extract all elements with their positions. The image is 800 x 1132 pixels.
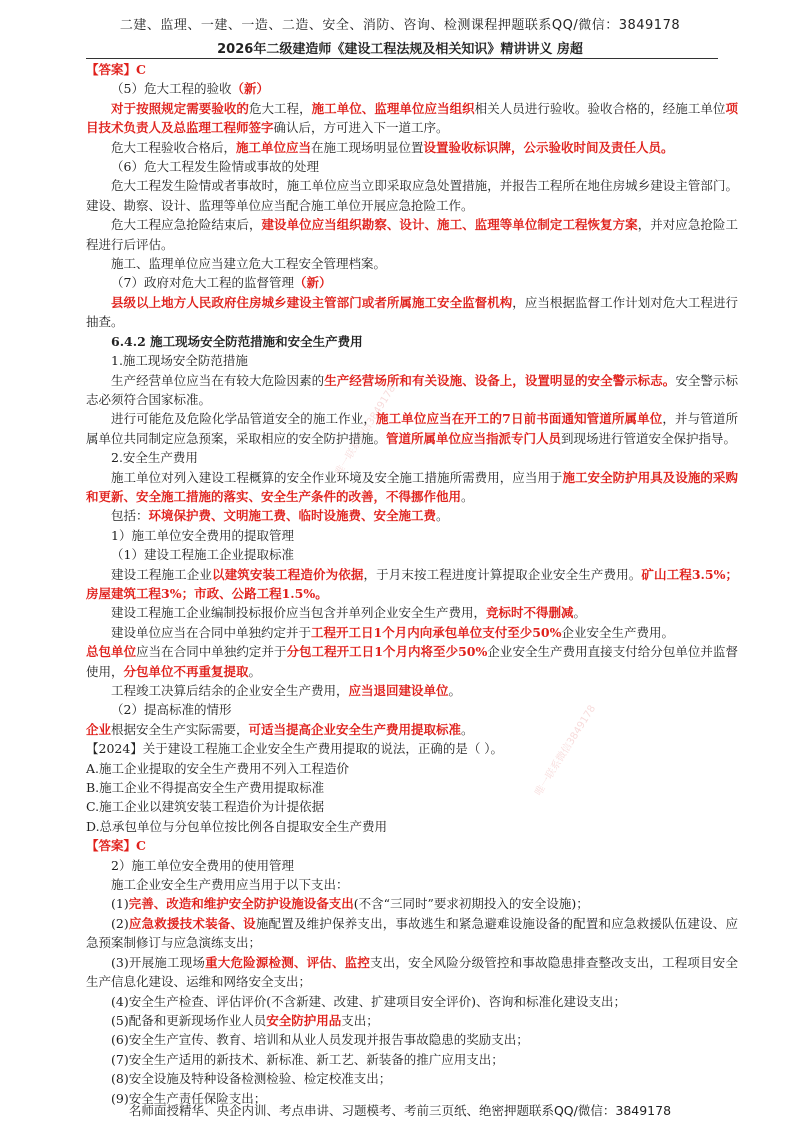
- list-item: (4)安全生产检查、评估评价(不含新建、改建、扩建项目安全评价)、咨询和标准化建设支出；: [111, 993, 626, 1009]
- paragraph: 危大工程应急抢险结束后，建设单位应当组织勘察、设计、施工、监理等单位制定工程恢复方案，并对应急抢险工程进行后评估。: [86, 217, 738, 252]
- paragraph: 对于按照规定需要验收的危大工程，施工单位、监理单位应当组织相关人员进行验收。验收合格的，经施工单位项目技术负责人及总监理工程师签字确认后，方可进入下一道工序。: [86, 100, 738, 136]
- paragraph: 生产经营单位应当在有较大危险因素的生产经营场所和有关设施、设备上，设置明显的安全警示标志。安全警示标志必须符合国家标准。: [86, 372, 738, 407]
- list-item: (7)安全生产适用的新技术、新标准、新工艺、新装备的推广应用支出；: [111, 1051, 504, 1067]
- paragraph: 建设工程施工企业以建筑安装工程造价为依据，于月末按工程进度计算提取企业安全生产费用。矿山工程3.5%；房屋建筑工程3%；市政、公路工程1.5%。: [86, 566, 738, 601]
- header-title: 2026年二级建造师《建设工程法规及相关知识》精讲讲义 房超: [217, 42, 583, 57]
- question: 【2024】关于建设工程施工企业安全生产费用提取的说法，正确的是（ ）。: [86, 741, 504, 757]
- paragraph: 建设单位应当在合同中单独约定并于工程开工日1个月内向承包单位支付至少50%企业安全生产费用。: [111, 624, 675, 640]
- subheading: 1）施工单位安全费用的提取管理: [111, 527, 294, 543]
- option-b: B.施工企业不得提高安全生产费用提取标准: [86, 780, 325, 796]
- option-d: D.总承包单位与分包单位按比例各自提取安全生产费用: [86, 818, 388, 834]
- list-item: (3)开展施工现场重大危险源检测、评估、监控支出，安全风险分级管控和事故隐患排查整改支出，工程项目安全生产信息化建设、运维和网络安全支出；: [86, 954, 738, 990]
- paragraph: 工程竣工决算后结余的企业安全生产费用，应当退回建设单位。: [111, 683, 462, 698]
- subheading: （1）建设工程施工企业提取标准: [111, 547, 294, 563]
- new-tag: （新）: [293, 275, 332, 291]
- list-item: (8)安全设施及特种设备检测检验、检定校准支出；: [111, 1071, 392, 1087]
- list-item: (6)安全生产宣传、教育、培训和从业人员发现并报告事故隐患的奖励支出；: [111, 1032, 529, 1048]
- paragraph: 县级以上地方人民政府住房城乡建设主管部门或者所属施工安全监督机构，应当根据监督工作计划对危大工程进行抽查。: [86, 294, 738, 330]
- paragraph: 施工单位对列入建设工程概算的安全作业环境及安全施工措施所需费用，应当用于施工安全防护用具及设施的采购和更新、安全施工措施的落实、安全生产条件的改善，不得挪作他用。: [86, 469, 738, 504]
- option-c: C.施工企业以建筑安装工程造价为计提依据: [86, 799, 325, 815]
- section-heading: （6）危大工程发生险情或事故的处理: [111, 159, 319, 175]
- paragraph: 进行可能危及危险化学品管道安全的施工作业，施工单位应当在开工的7日前书面通知管道所属单位，并与管道所属单位共同制定应急预案，采取相应的安全防护措施。管道所属单位应当指派专门人员到现场进行管道安全保护指导。: [86, 411, 738, 446]
- paragraph: 危大工程发生险情或者事故时，施工单位应当立即采取应急处置措施，并报告工程所在地住房城乡建设主管部门。建设、勘察、设计、监理等单位应当配合施工单位开展应急抢险工作。: [86, 178, 738, 213]
- section-heading: （7）政府对危大工程的监督管理: [111, 275, 294, 291]
- list-item: (2)应急救援技术装备、设施配置及维护保养支出，事故逃生和紧急避难设施设备的配置和应急救援队伍建设、应急预案制修订与应急演练支出；: [86, 915, 738, 951]
- document-body: [86, 60, 738, 1108]
- paragraph: 总包单位应当在合同中单独约定并于分包工程开工日1个月内将至少50%企业安全生产费用直接支付给分包单位并监督使用，分包单位不再重复提取。: [86, 644, 738, 679]
- section-heading: 6.4.2 施工现场安全防范措施和安全生产费用: [111, 333, 363, 349]
- footer-contact-line: 名师面授精华、央企内训、考点串讲、习题模考、考前三页纸、绝密押题联系QQ/微信：3849178: [128, 1103, 672, 1118]
- watermark: 唯一联系微信3849178: [333, 383, 399, 478]
- paragraph: 施工企业安全生产费用应当用于以下支出：: [111, 877, 349, 893]
- subheading: （2）提高标准的情形: [111, 702, 232, 718]
- subheading: 2）施工单位安全费用的使用管理: [111, 857, 294, 873]
- section-heading: （5）危大工程的验收: [111, 81, 232, 97]
- header-contact-line: 二建、监理、一建、一造、二造、安全、消防、咨询、检测课程押题联系QQ/微信：3849178: [119, 18, 681, 33]
- header-rule: [86, 58, 718, 59]
- answer-label: 【答案】C: [86, 838, 146, 854]
- list-item: (9)安全生产责任保险支出；: [111, 1090, 267, 1106]
- watermark: 唯一联系微信3849178: [533, 703, 599, 798]
- list-item: (1)完善、改造和维护安全防护设施设备支出(不含“三同时”要求初期投入的安全设施)；: [111, 896, 589, 912]
- paragraph: 企业根据安全生产实际需要，可适当提高企业安全生产费用提取标准。: [86, 721, 474, 737]
- paragraph: 危大工程验收合格后，施工单位应当在施工现场明显位置设置验收标识牌，公示验收时间及责任人员。: [111, 139, 674, 155]
- paragraph: 建设工程施工企业编制投标报价应当包含并单列企业安全生产费用，竞标时不得删减。: [111, 605, 587, 621]
- paragraph: 施工、监理单位应当建立危大工程安全管理档案。: [111, 256, 387, 272]
- answer-label: 【答案】C: [86, 62, 146, 77]
- paragraph: 包括：环境保护费、文明施工费、临时设施费、安全施工费。: [111, 508, 449, 524]
- subheading: 2.安全生产费用: [111, 450, 198, 466]
- list-item: (5)配备和更新现场作业人员安全防护用品支出；: [111, 1012, 379, 1028]
- new-tag: （新）: [231, 81, 269, 97]
- option-a: A.施工企业提取的安全生产费用不列入工程造价: [86, 760, 350, 776]
- subheading: 1.施工现场安全防范措施: [111, 353, 248, 369]
